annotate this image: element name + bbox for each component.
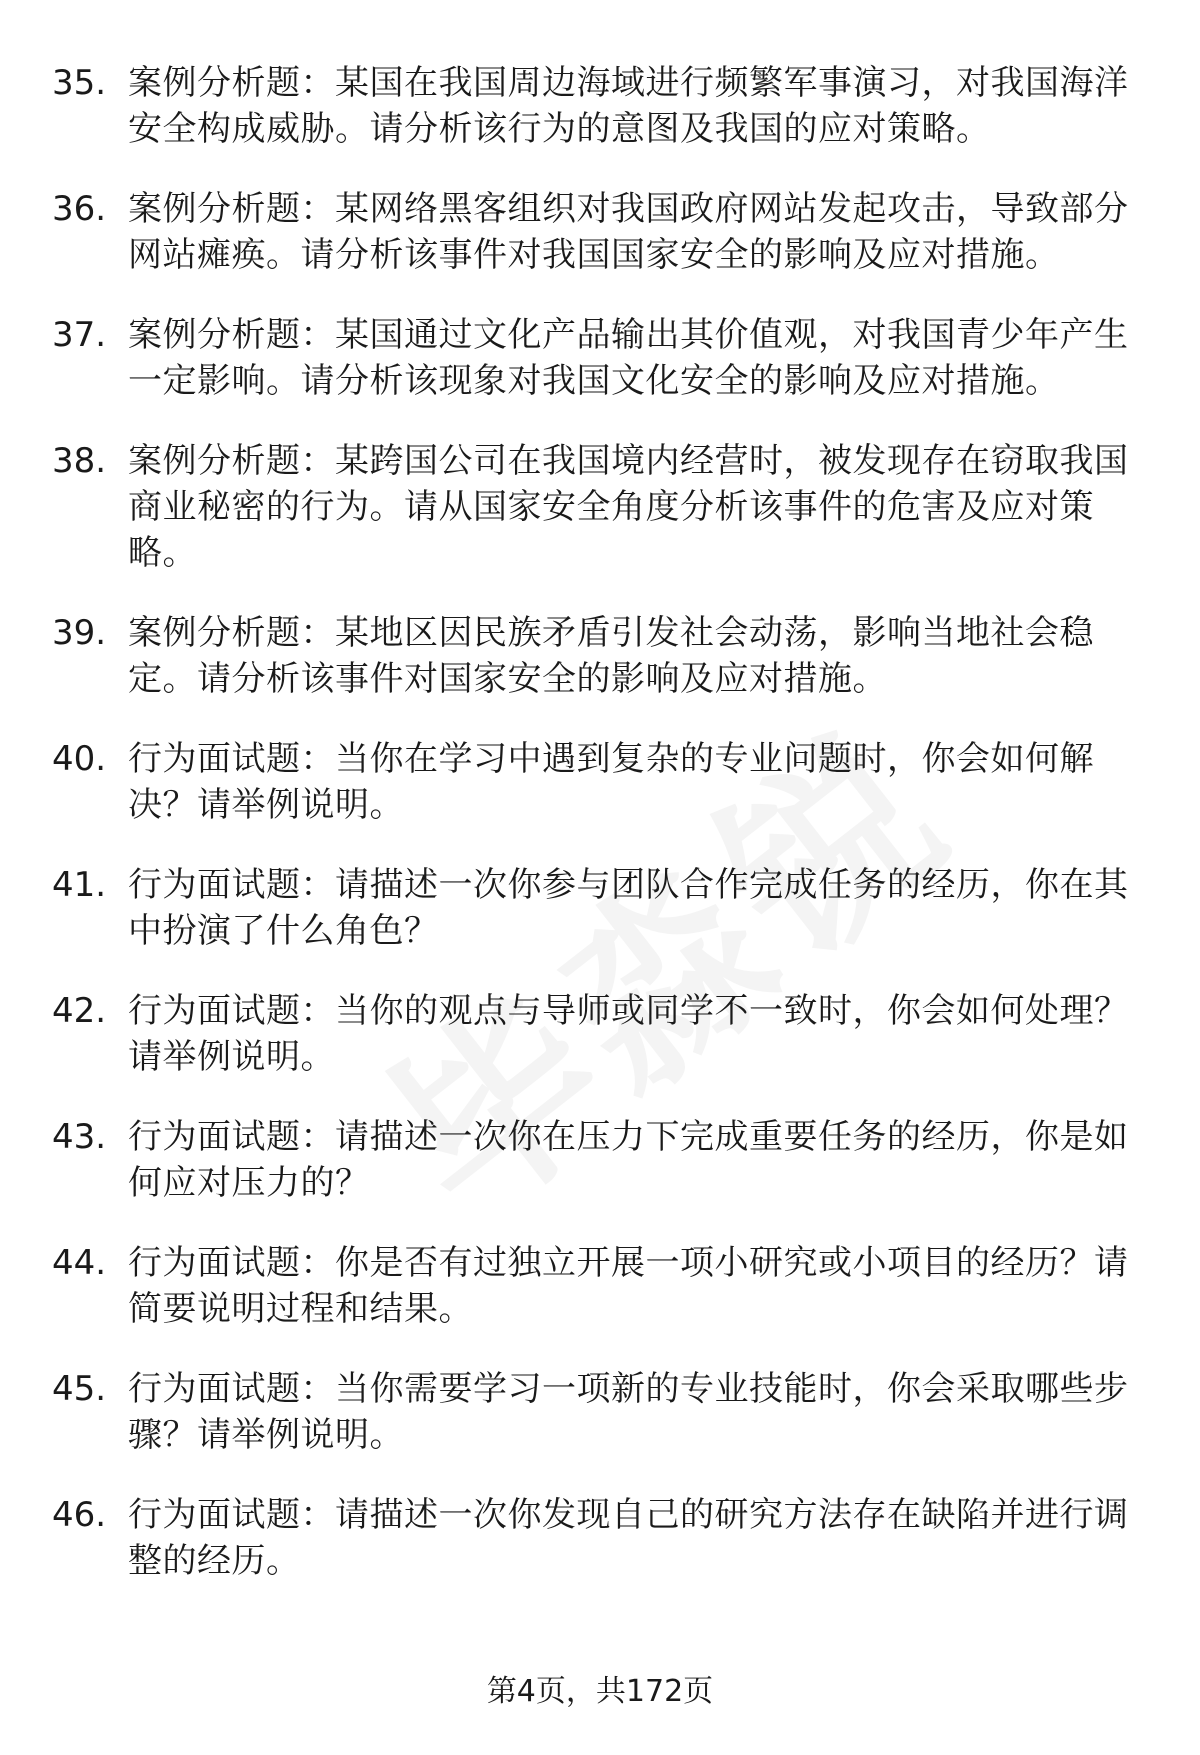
question-text: 行为面试题：请描述一次你发现自己的研究方法存在缺陷并进行调整的经历。	[128, 1495, 1129, 1581]
question-item	[0, 988, 1200, 1080]
question-text: 行为面试题：当你在学习中遇到复杂的专业问题时，你会如何解决？请举例说明。	[128, 739, 1094, 825]
question-item	[0, 60, 1200, 152]
question-text: 案例分析题：某跨国公司在我国境内经营时，被发现存在窃取我国商业秘密的行为。请从国家安全角度分析该事件的危害及应对策略。	[128, 441, 1129, 573]
question-text: 行为面试题：当你的观点与导师或同学不一致时，你会如何处理？请举例说明。	[128, 991, 1129, 1077]
question-text: 案例分析题：某网络黑客组织对我国政府网站发起攻击，导致部分网站瘫痪。请分析该事件对我国国家安全的影响及应对措施。	[128, 189, 1129, 275]
question-number: 35.	[52, 63, 107, 103]
question-number: 38.	[52, 441, 107, 481]
question-list	[0, 60, 1200, 1618]
question-number: 46.	[52, 1495, 107, 1535]
question-text: 行为面试题：你是否有过独立开展一项小研究或小项目的经历？请简要说明过程和结果。	[128, 1243, 1129, 1329]
question-number: 36.	[52, 189, 107, 229]
question-number: 40.	[52, 739, 107, 779]
question-item	[0, 312, 1200, 404]
question-item	[0, 736, 1200, 828]
question-number: 41.	[52, 865, 107, 905]
question-item	[0, 1366, 1200, 1458]
question-number: 39.	[52, 613, 107, 653]
question-number: 37.	[52, 315, 107, 355]
question-number: 42.	[52, 991, 107, 1031]
question-item	[0, 1492, 1200, 1584]
question-text: 行为面试题：请描述一次你参与团队合作完成任务的经历，你在其中扮演了什么角色？	[128, 865, 1129, 951]
question-number: 45.	[52, 1369, 107, 1409]
question-text: 行为面试题：当你需要学习一项新的专业技能时，你会采取哪些步骤？请举例说明。	[128, 1369, 1129, 1455]
question-number: 44.	[52, 1243, 107, 1283]
question-item	[0, 610, 1200, 702]
question-item	[0, 438, 1200, 576]
question-text: 案例分析题：某地区因民族矛盾引发社会动荡，影响当地社会稳定。请分析该事件对国家安全的影响及应对措施。	[128, 613, 1094, 699]
question-text: 案例分析题：某国通过文化产品输出其价值观，对我国青少年产生一定影响。请分析该现象对我国文化安全的影响及应对措施。	[128, 315, 1129, 401]
page-footer: 第4页，共172页	[486, 1674, 714, 1709]
question-text: 案例分析题：某国在我国周边海域进行频繁军事演习，对我国海洋安全构成威胁。请分析该行为的意图及我国的应对策略。	[128, 63, 1129, 149]
question-item	[0, 862, 1200, 954]
question-item	[0, 1114, 1200, 1206]
question-number: 43.	[52, 1117, 107, 1157]
question-text: 行为面试题：请描述一次你在压力下完成重要任务的经历，你是如何应对压力的？	[128, 1117, 1129, 1203]
question-item	[0, 1240, 1200, 1332]
question-item	[0, 186, 1200, 278]
